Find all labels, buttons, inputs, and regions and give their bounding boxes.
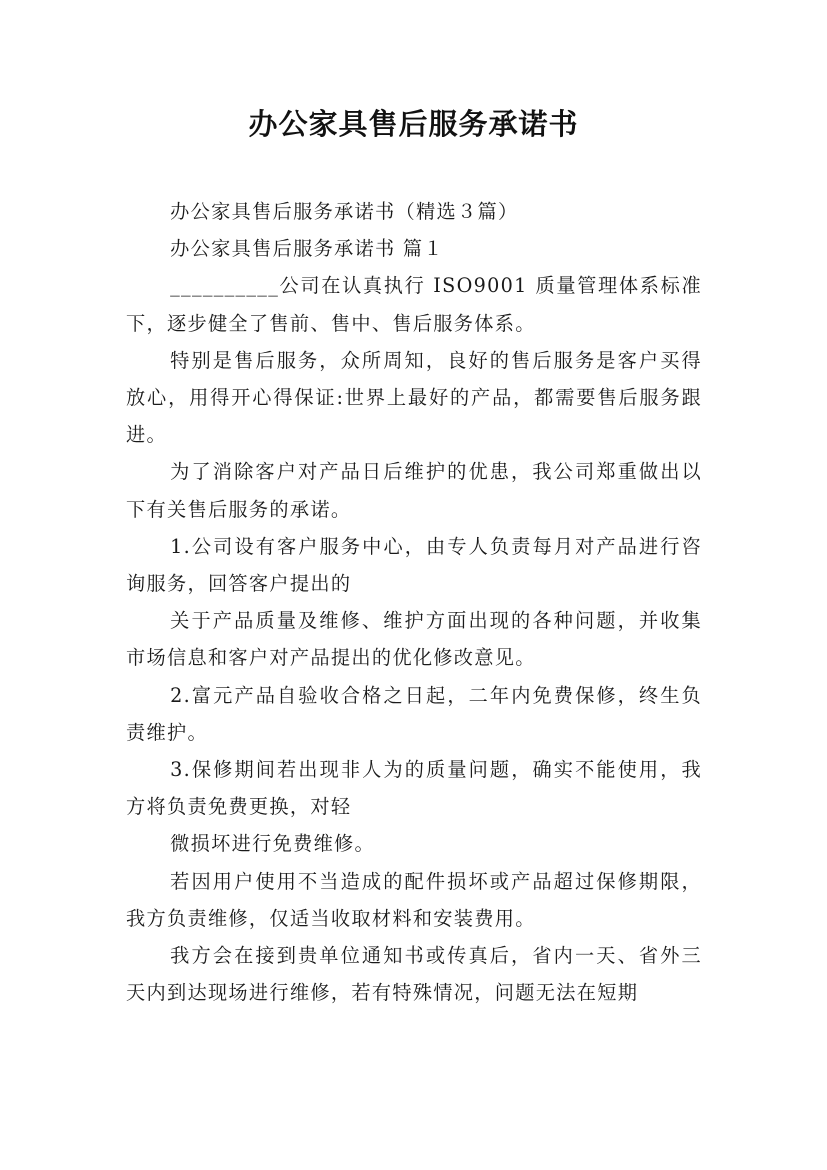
paragraph-item-2: 2.富元产品自验收合格之日起，二年内免费保修，终生负责维护。 [126,683,702,744]
paragraph: 为了消除客户对产品日后维护的优患，我公司郑重做出以下有关售后服务的承诺。 [126,460,702,521]
paragraph: __________公司在认真执行 ISO9001 质量管理体系标准下，逐步健全了售前、售中、售后服务体系。 [126,274,702,335]
document-body [126,193,702,1011]
paragraph: 特别是售后服务，众所周知，良好的售后服务是客户买得放心，用得开心得保证:世界上最好的产品，都需要售后服务跟进。 [126,348,702,447]
paragraph-item-1: 1.公司设有客户服务中心，由专人负责每月对产品进行咨询服务，回答客户提出的 [126,534,702,596]
paragraph: 我方会在接到贵单位通知书或传真后，省内一天、省外三天内到达现场进行维修，若有特殊情况，问题无法在短期 [126,944,702,1005]
paragraph: 若因用户使用不当造成的配件损坏或产品超过保修期限，我方负责维修，仅适当收取材料和安装费用。 [126,869,702,930]
paragraph-item-3: 3.保修期间若出现非人为的质量问题，确实不能使用，我方将负责免费更换，对轻 [126,758,702,819]
paragraph-chapter-heading: 办公家具售后服务承诺书 篇１ [170,237,444,261]
paragraph: 关于产品质量及维修、维护方面出现的各种问题，并收集市场信息和客户对产品提出的优化修改意见。 [126,609,702,670]
paragraph: 微损坏进行免费维修。 [170,832,376,856]
paragraph-subtitle: 办公家具售后服务承诺书（精选３篇） [170,200,519,223]
document-title: 办公家具售后服务承诺书 [248,107,579,141]
